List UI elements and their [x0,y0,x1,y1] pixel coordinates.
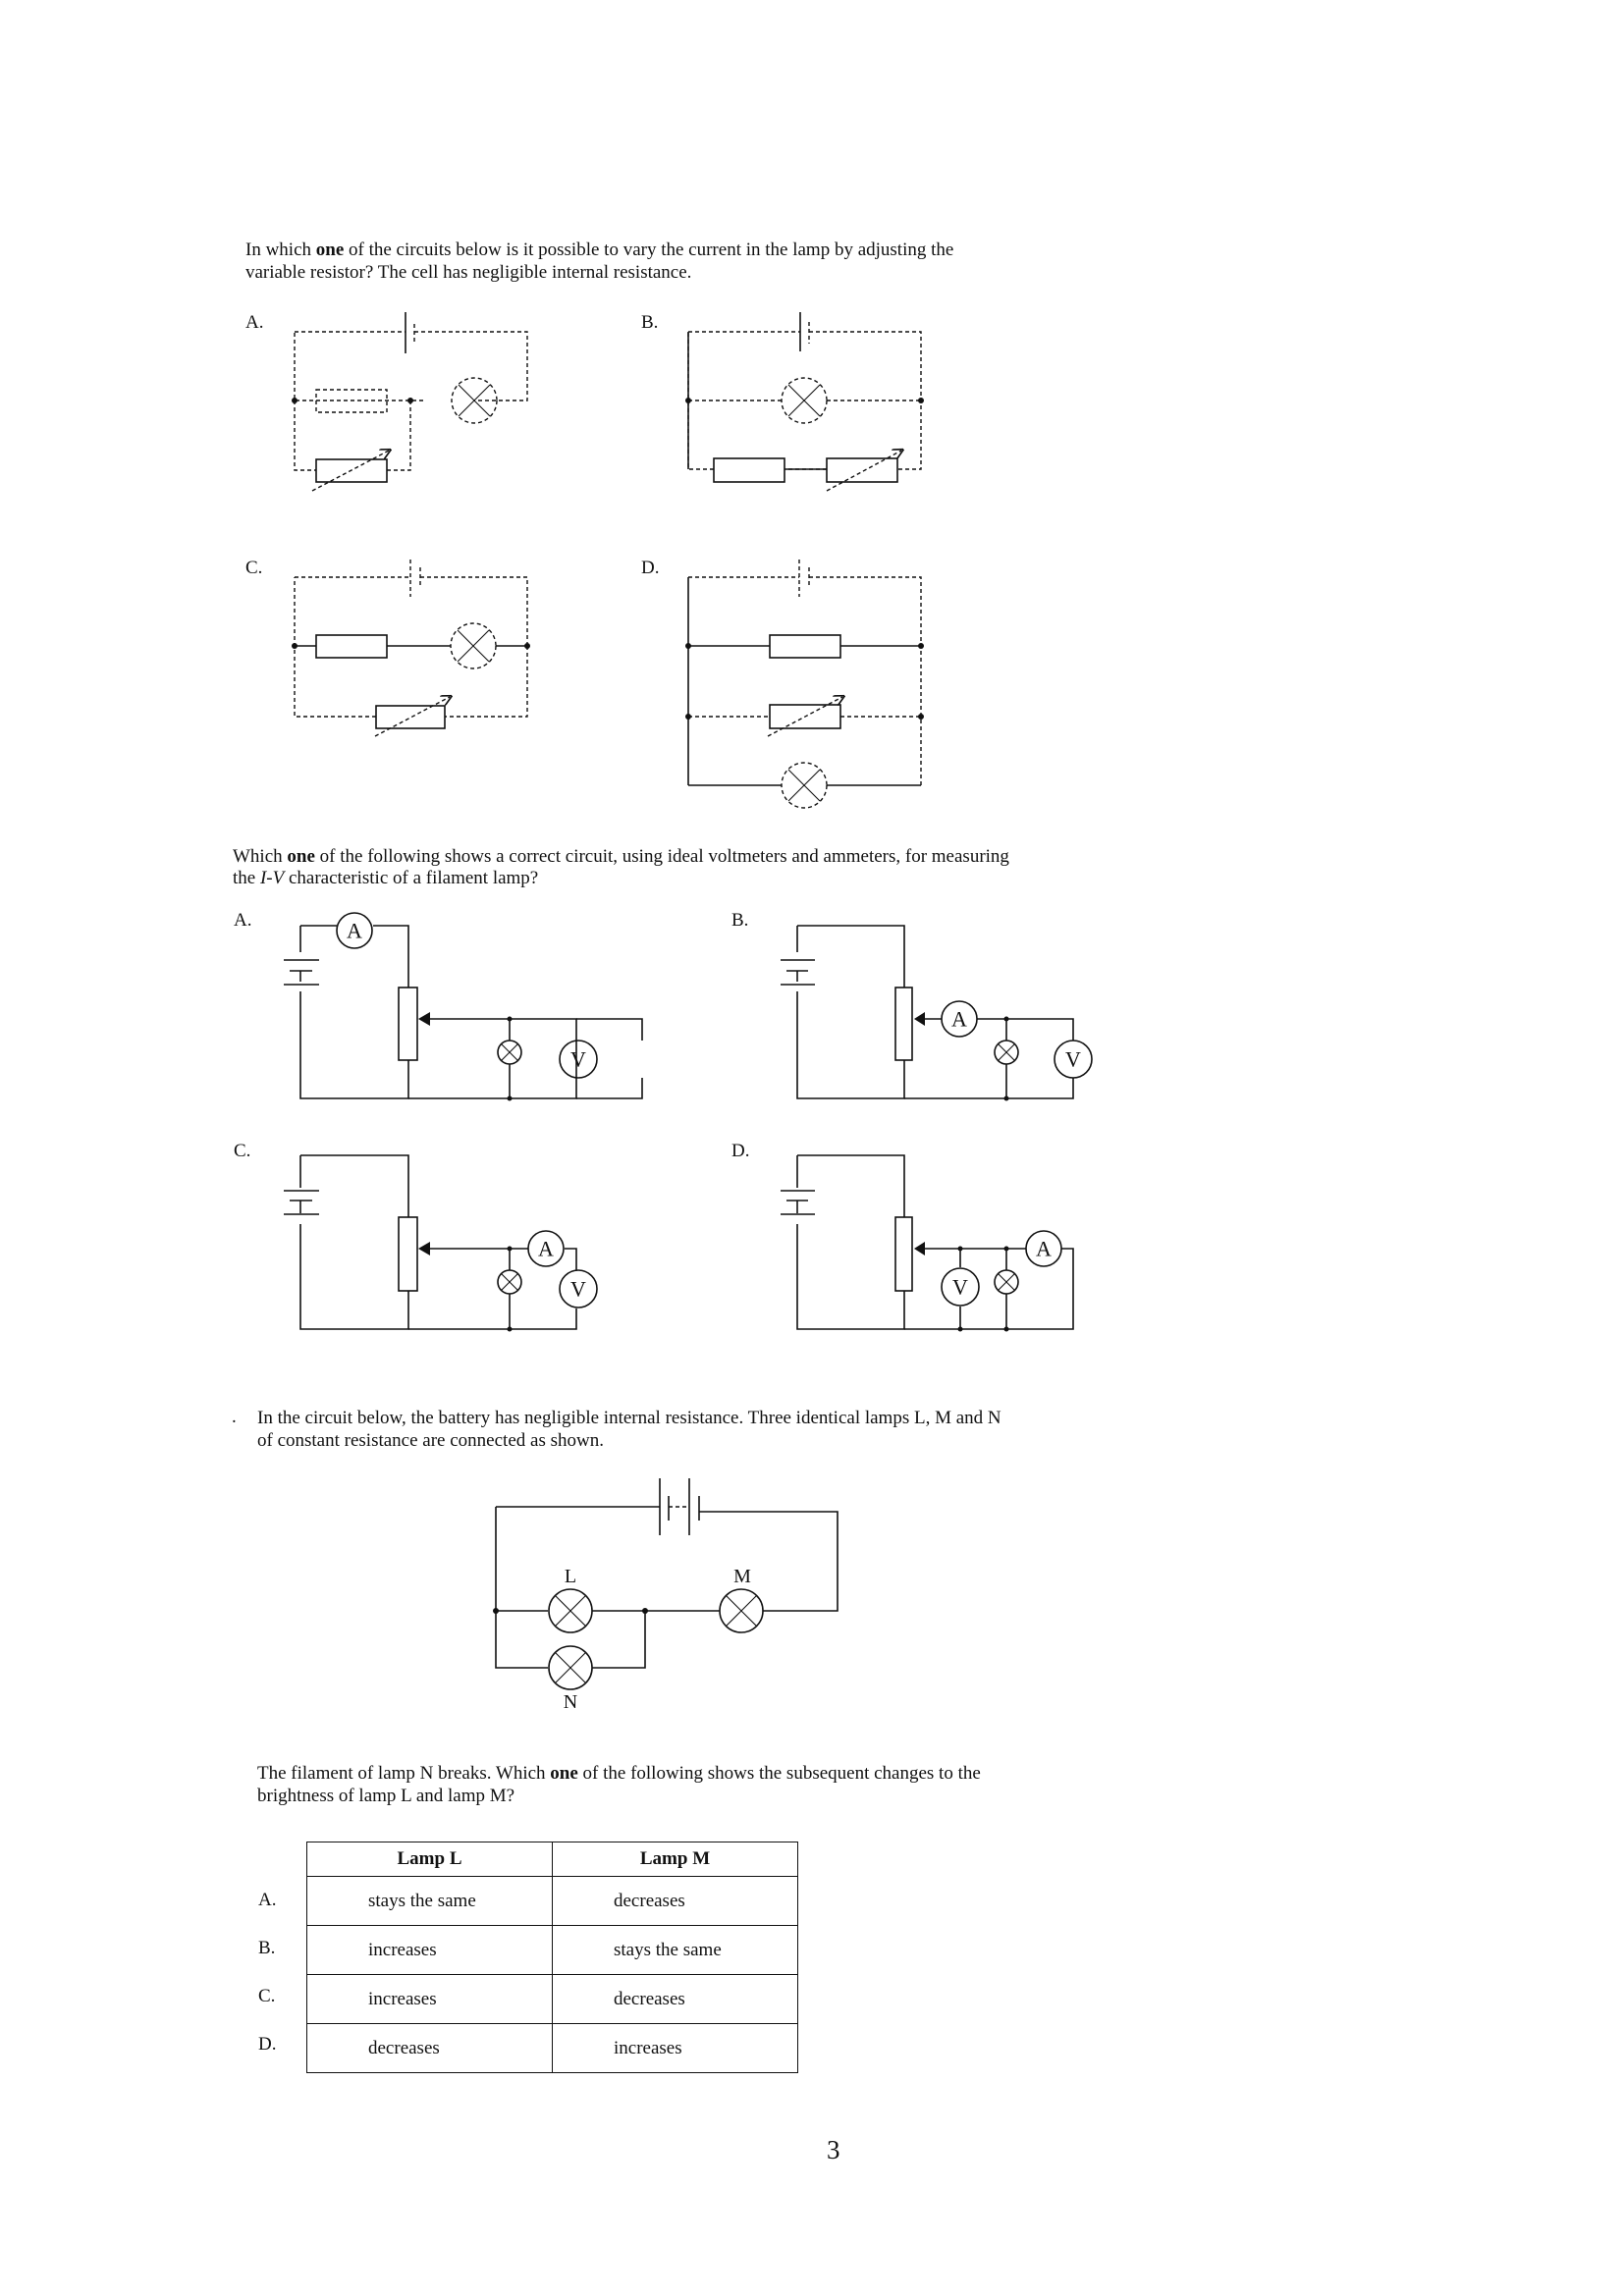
cell-lamp-m: decreases [553,1877,798,1926]
slider-arrow [418,1012,430,1026]
q1-text-b: of the circuits below is it possible to vary the current in the lamp by adjusting the [344,240,954,260]
table-row [307,1926,798,1975]
row-label-d: D. [258,2034,277,2055]
variable-resistor-arrow [827,451,901,491]
q2-option-a-label: A. [234,910,252,931]
potentiometer [895,988,912,1060]
ammeter-label: A [538,1236,554,1261]
cell-lamp-m: stays the same [553,1926,798,1975]
q1-text-line2: variable resistor? The cell has negligible internal resistance. [245,262,692,283]
variable-resistor-arrow [312,451,389,491]
cell-lamp-m: increases [553,2024,798,2073]
junction-dot [918,398,924,403]
q1-circuit-c [292,560,530,736]
junction-dot [685,398,691,403]
row-label-c: C. [258,1986,276,2006]
q3-follow-line1 [257,1762,981,1785]
cell-lamp-l: decreases [307,2024,553,2073]
q2-option-c-label: C. [234,1141,251,1161]
junction-dot [292,398,298,403]
q3-follow-a: The filament of lamp N breaks. Which [257,1763,551,1784]
q3-bullet: . [232,1407,237,1427]
q3-text-line1: In the circuit below, the battery has negligible internal resistance. Three identical lamps L, M and N [257,1408,1001,1428]
q2-emphasis: one [287,846,315,867]
table-row [307,1877,798,1926]
variable-resistor-arrow [375,697,450,736]
header-lamp-l: Lamp L [307,1842,553,1877]
voltmeter-label: V [570,1276,586,1302]
q2-option-b-label: B. [731,910,749,931]
junction-dot [407,398,413,403]
q1-circuit-d [685,560,924,808]
q3-text-line2: of constant resistance are connected as shown. [257,1430,604,1451]
q3-emphasis: one [550,1763,578,1784]
q3-circuit [493,1478,838,1713]
junction-dot [292,643,298,649]
row-label-a: A. [258,1890,277,1910]
potentiometer [399,988,417,1060]
q2-circuit-c [284,1155,597,1332]
lamp-l-label: L [564,1566,577,1587]
junction-dot [524,643,530,649]
q1-circuit-a [292,312,527,491]
q2-circuit-b [781,926,1092,1101]
slider-arrow [914,1012,925,1026]
fixed-resistor [770,635,840,658]
table-row [307,1975,798,2024]
potentiometer [399,1217,417,1291]
voltmeter-label: V [570,1046,586,1072]
q2-text-line2 [233,867,538,889]
ammeter-label: A [1036,1236,1052,1261]
ammeter-label: A [347,918,362,943]
cell-lamp-m: decreases [553,1975,798,2024]
row-label-b: B. [258,1938,276,1958]
q3-follow-b: of the following shows the subsequent changes to the [577,1763,981,1784]
q1-option-b-label: B. [641,312,659,333]
q2-option-d-label: D. [731,1141,750,1161]
page-number: 3 [827,2135,840,2164]
cell-lamp-l: increases [307,1926,553,1975]
slider-arrow [914,1242,925,1255]
q1-emphasis: one [315,240,345,260]
q1-text-a: In which [245,240,316,260]
variable-resistor-arrow [768,697,842,736]
q1-option-d-label: D. [641,558,660,578]
ammeter-label: A [951,1006,967,1032]
q1-option-a-label: A. [245,312,264,333]
q2-text-line1 [233,845,1009,868]
table-header-row [307,1842,798,1877]
lamp-m-label: M [733,1566,751,1587]
cell-lamp-l: increases [307,1975,553,2024]
q3-follow-line2: brightness of lamp L and lamp M? [257,1786,515,1806]
q2-text-b: of the following shows a correct circuit, using ideal voltmeters and ammeters, for measuring [314,846,1009,867]
variable-resistor [827,458,897,482]
fixed-resistor [316,635,387,658]
q2-text-c: the [233,868,260,888]
lamp-n-label: N [563,1691,578,1713]
q2-circuit-a [284,913,642,1101]
q2-text-a: Which [233,846,288,867]
fixed-resistor [714,458,784,482]
variable-resistor [376,706,445,728]
table-row [307,2024,798,2073]
q2-circuit-d [781,1155,1073,1332]
cell-lamp-l: stays the same [307,1877,553,1926]
potentiometer [895,1217,912,1291]
q1-option-c-label: C. [245,558,263,578]
header-lamp-m: Lamp M [553,1842,798,1877]
answer-table [306,1842,798,2073]
voltmeter-label: V [952,1274,968,1300]
q2-text-d: characteristic of a filament lamp? [284,868,539,888]
q2-iv-italic: I-V [259,868,285,888]
voltmeter-label: V [1065,1046,1081,1072]
slider-arrow [418,1242,430,1255]
q1-circuit-b [685,312,924,491]
